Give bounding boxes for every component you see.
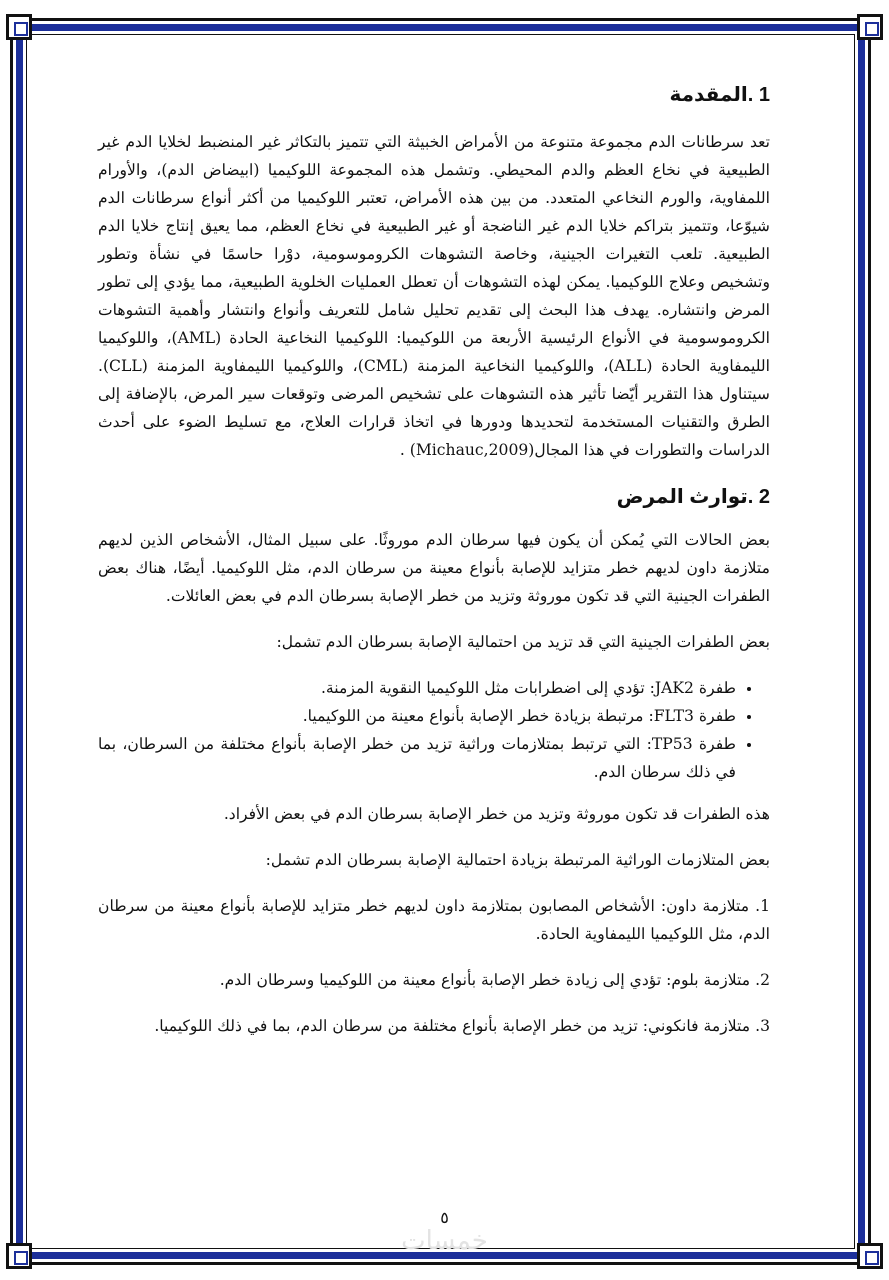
corner-ornament-top-right: [857, 14, 883, 40]
syndrome-item-bloom: 2. متلازمة بلوم: تؤدي إلى زيادة خطر الإصابة بأنواع معينة من اللوكيميا وسرطان الدم.: [219, 971, 770, 989]
section-heading-heredity: 2 .توارث المرض: [616, 486, 770, 508]
mutations-intro: بعض الطفرات الجينية التي قد تزيد من احتمالية الإصابة بسرطان الدم تشمل:: [276, 633, 770, 651]
syndrome-item-down: 1. متلازمة داون: الأشخاص المصابون بمتلازمة داون لديهم خطر متزايد للإصابة بأنواع معينة من سرطان الدم، مثل اللوكيميا الليمفاوية الحادة.: [98, 897, 770, 943]
page-number: ٥: [440, 1208, 449, 1227]
mutation-item-jak2: • طفرة JAK2: تؤدي إلى اضطرابات مثل اللوكيميا النقوية المزمنة.: [98, 674, 736, 702]
mutations-note: هذه الطفرات قد تكون موروثة وتزيد من خطر الإصابة بسرطان الدم في بعض الأفراد.: [223, 805, 770, 823]
watermark-logo: خمسات: [401, 1226, 488, 1256]
introduction-paragraph: تعد سرطانات الدم مجموعة متنوعة من الأمراض الخبيثة التي تتميز بالتكاثر غير المنضبط لخلايا الدم غير الطبيعية في نخاع العظم والدم المحيطي. وتشمل هذه المجموعة اللوكيميا (ابيضاض الدم)، والأورام اللمفاوية، والورم النخاعي المتعدد. من بين هذه الأمراض، تعتبر اللوكيميا من أكثر أنواع سرطانات الدم شيوّعا، وتتميز بتراكم خلايا الدم غير الناضجة أو غير الطبيعية في نخاع العظم، مما يعيق إنتاج خلايا الدم الطبيعية. تلعب التغيرات الجينية، وخاصة التشوهات الكروموسومية، دوْرا حاسمًا في نشأة وتطور وتشخيص وعلاج اللوكيميا. يمكن لهذه التشوهات أن تعطل العمليات الخلوية الطبيعية، مما يؤدي إلى تطور المرض وانتشاره. يهدف هذا البحث إلى تقديم تحليل شامل للتعريف وأنواع وانتشار وأهمية التشوهات الكروموسومية في الأنواع الرئيسية الأربعة من اللوكيميا: اللوكيميا النخاعية الحادة (AML)، واللوكيميا الليمفاوية الحادة (ALL)، واللوكيميا النخاعية المزمنة (CML)، واللوكيميا الليمفاوية المزمنة (CLL). سيتناول هذا التقرير أيّضا تأثير هذه التشوهات على تشخيص المرضى وتوقعات سير المرض، بالإضافة إلى الطرق والتقنيات المستخدمة لتحديدها ودورها في اتخاذ قرارات العلاج، مع تسليط الضوء على أحدث الدراسات والتطورات في هذا المجال(Michauc,2009) .: [98, 133, 771, 459]
mutation-item-flt3: • طفرة FLT3: مرتبطة بزيادة خطر الإصابة بأنواع معينة من اللوكيميا.: [98, 702, 736, 730]
syndromes-intro: بعض المتلازمات الوراثية المرتبطة بزيادة احتمالية الإصابة بسرطان الدم تشمل:: [265, 851, 770, 869]
mutation-item-tp53: • طفرة TP53: التي ترتبط بمتلازمات وراثية تزيد من خطر الإصابة بأنواع مختلفة من السرطان، بما في ذلك سرطان الدم.: [98, 730, 736, 786]
mutations-list: [98, 674, 770, 786]
heredity-paragraph: بعض الحالات التي يُمكن أن يكون فيها سرطان الدم موروثًا. على سبيل المثال، الأشخاص الذين لديهم متلازمة داون لديهم خطر متزايد للإصابة بأنواع معينة من سرطان الدم، مثل اللوكيميا. أيضًا، هناك بعض الطفرات الجينية التي قد تكون موروثة وتزيد من خطر الإصابة بسرطان الدم في بعض العائلات.: [98, 531, 770, 605]
syndrome-item-fanconi: 3. متلازمة فانكوني: تزيد من خطر الإصابة بأنواع مختلفة من سرطان الدم، بما في ذلك اللوكيميا.: [154, 1017, 770, 1035]
corner-ornament-top-left: [6, 14, 32, 40]
section-heading-introduction: 1 .المقدمة: [669, 84, 770, 106]
document-body: [98, 80, 770, 1058]
